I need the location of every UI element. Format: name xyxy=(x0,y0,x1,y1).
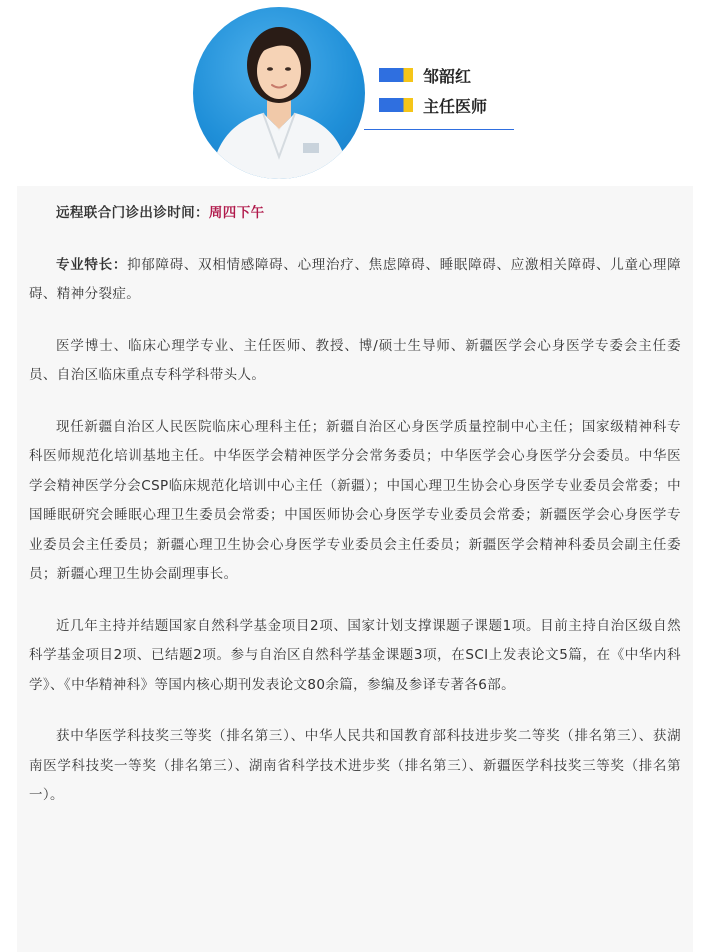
doctor-portrait-icon xyxy=(193,7,365,179)
doctor-name: 邹韶红 xyxy=(423,66,472,86)
specialty-label: 专业特长： xyxy=(56,256,128,273)
doctor-title: 主任医师 xyxy=(423,96,488,116)
accent-bar-icon xyxy=(379,68,413,82)
title-row xyxy=(379,94,487,116)
name-row xyxy=(379,64,471,86)
accent-bar-icon xyxy=(379,98,413,112)
profile-header xyxy=(0,0,704,186)
doctor-photo xyxy=(193,7,365,179)
awards-paragraph: 获中华医学科技奖三等奖（排名第三）、中华人民共和国教育部科技进步奖二等奖（排名第三）、获湖南医学科技奖一等奖（排名第三）、湖南省科学技术进步奖（排名第三）、新疆医学科技奖三等奖（排名第一）。 xyxy=(29,728,681,803)
clinic-time-label: 远程联合门诊出诊时间： xyxy=(56,205,209,221)
positions-paragraph: 现任新疆自治区人民医院临床心理科主任；新疆自治区心身医学质量控制中心主任；国家级精神科专科医师规范化培训基地主任。中华医学会精神医学分会常务委员；中华医学会心身医学分会委员。中华医学会精神医学分会CSP临床规范化培训中心主任（新疆）；中国心理卫生协会心身医学专业委员会常委；中国睡眠研究会睡眠心理卫生委员会常委；中国医师协会心身医学专业委员会常委；新疆医学会心身医学专业委员会主任委员；新疆心理卫生协会心身医学专业委员会主任委员；新疆医学会精神科委员会副主任委员；新疆心理卫生协会副理事长。 xyxy=(29,418,681,582)
specialty-text: 抑郁障碍、双相情感障碍、心理治疗、焦虑障碍、睡眠障碍、应激相关障碍、儿童心理障碍、精神分裂症。 xyxy=(29,256,681,302)
profile-content xyxy=(17,186,693,952)
research-paragraph: 近几年主持并结题国家自然科学基金项目2项、国家计划支撑课题子课题1项。目前主持自治区级自然科学基金项目2项、已结题2项。参与自治区自然科学基金课题3项，在SCI上发表论文5篇，在《中华内科学》、《中华精神科》等国内核心期刊发表论文80余篇，参编及参译专著各6部。 xyxy=(29,617,681,693)
specialty xyxy=(17,251,693,310)
clinic-time xyxy=(17,199,693,229)
header-divider xyxy=(364,129,514,130)
bio-paragraph: 医学博士、临床心理学专业、主任医师、教授、博/硕士生导师、新疆医学会心身医学专委会主任委员、自治区临床重点专科学科带头人。 xyxy=(29,337,681,383)
clinic-time-value: 周四下午 xyxy=(208,205,265,221)
